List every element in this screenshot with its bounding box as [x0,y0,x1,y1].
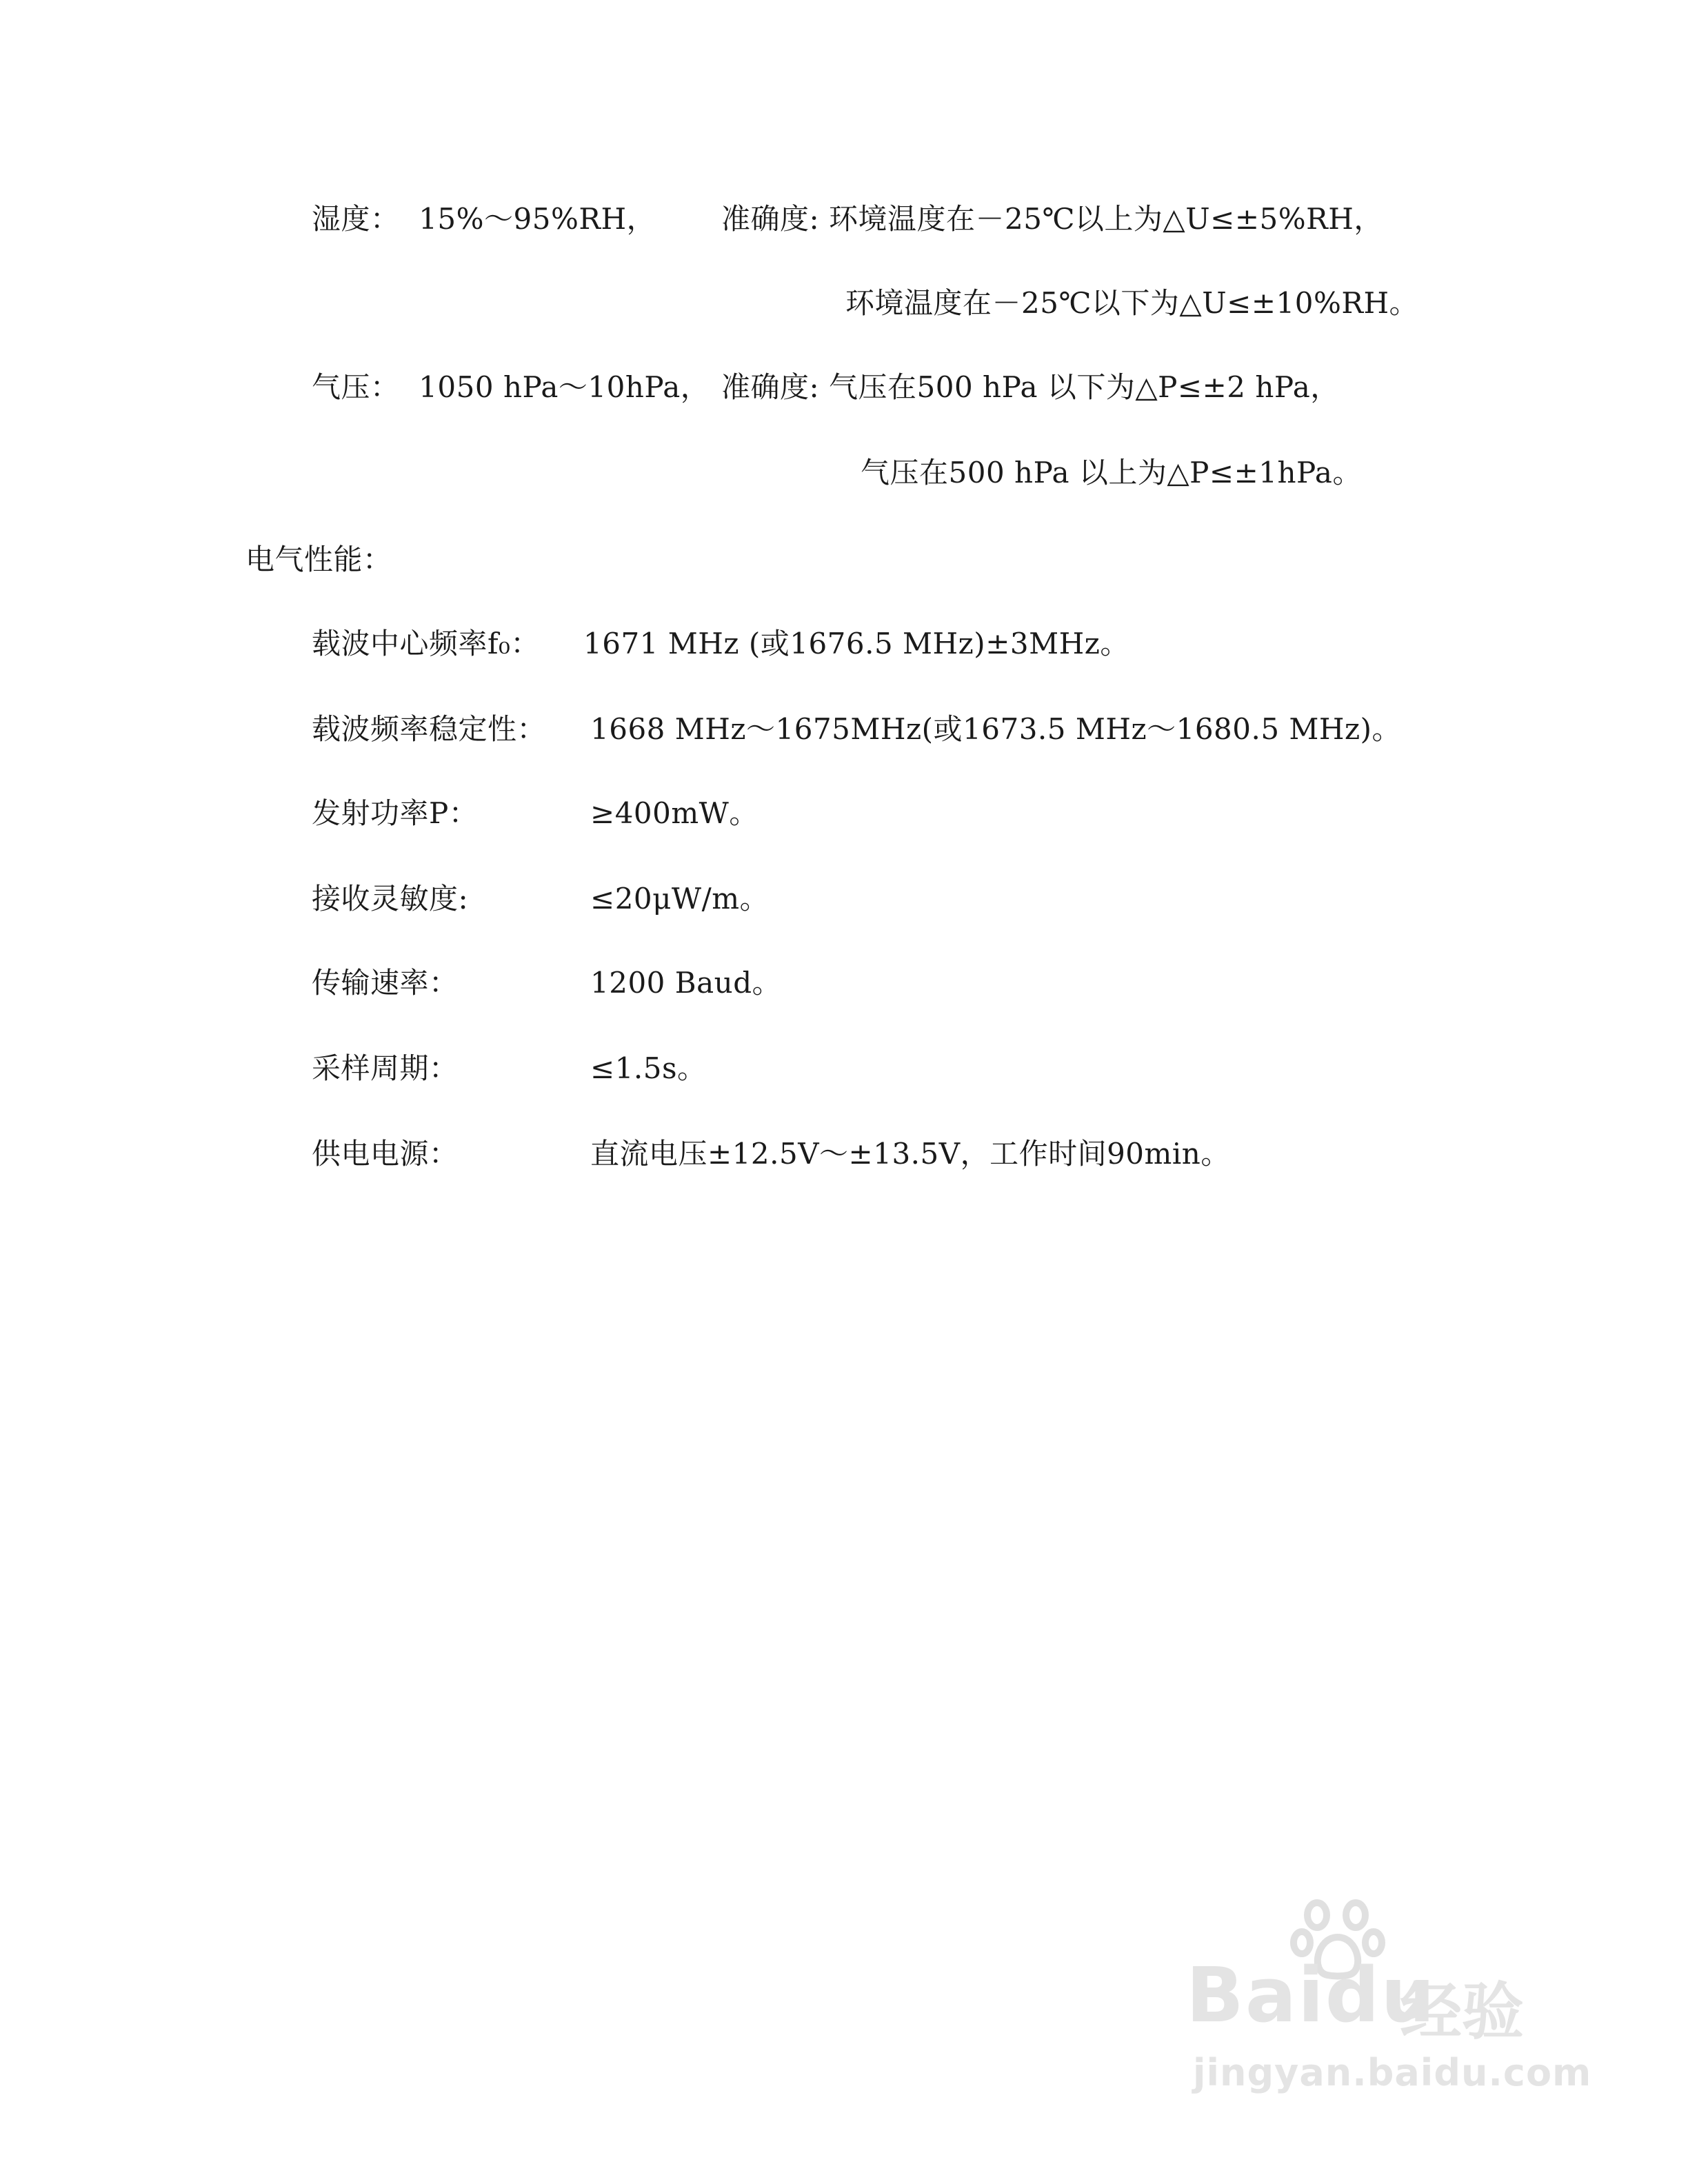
pressure-range: 气压： 1050 hPa～10hPa， [312,370,710,404]
pressure-accuracy-line-2: 气压在500 hPa 以上为△P≤±1hPa。 [861,456,1362,489]
sampling-period-label: 采样周期： [312,1051,459,1085]
watermark-url: jingyan.baidu.com [1193,2051,1592,2094]
humidity-accuracy-line-2: 环境温度在－25℃以下为△U≤±10%RH。 [845,286,1419,320]
receive-sensitivity-value: ≤20μW/m。 [590,882,770,916]
power-supply-value: 直流电压±12.5V～±13.5V，工作时间90min。 [590,1137,1230,1171]
humidity-range: 湿度： 15%～95%RH， [312,202,656,236]
baidu-jingyan-watermark [1172,1889,1600,2096]
pressure-accuracy-line-1: 准确度: 气压在500 hPa 以下为△P≤±2 hPa， [721,370,1340,404]
transmission-rate-value: 1200 Baud。 [590,966,782,1000]
sampling-period-value: ≤1.5s。 [590,1051,707,1085]
humidity-accuracy-line-1: 准确度: 环境温度在－25℃以上为△U≤±5%RH， [721,202,1383,236]
receive-sensitivity-label: 接收灵敏度: [312,882,469,916]
transmission-rate-label: 传输速率： [312,966,459,1000]
carrier-frequency-label: 载波中心频率f₀： [312,627,540,660]
watermark-jingyan: 经验 [1400,1976,1524,2048]
frequency-stability-label: 载波频率稳定性： [312,712,547,746]
carrier-frequency-value: 1671 MHz (或1676.5 MHz)±3MHz。 [583,627,1129,660]
transmit-power-label: 发射功率P： [312,796,479,830]
frequency-stability-value: 1668 MHz～1675MHz(或1673.5 MHz～1680.5 MHz)。 [590,712,1402,746]
watermark-brand: Baidu [1186,1951,1436,2039]
transmit-power-value: ≥400mW。 [590,796,758,830]
section-heading-electrical: 电气性能： [245,543,392,576]
power-supply-label: 供电电源： [312,1137,459,1171]
